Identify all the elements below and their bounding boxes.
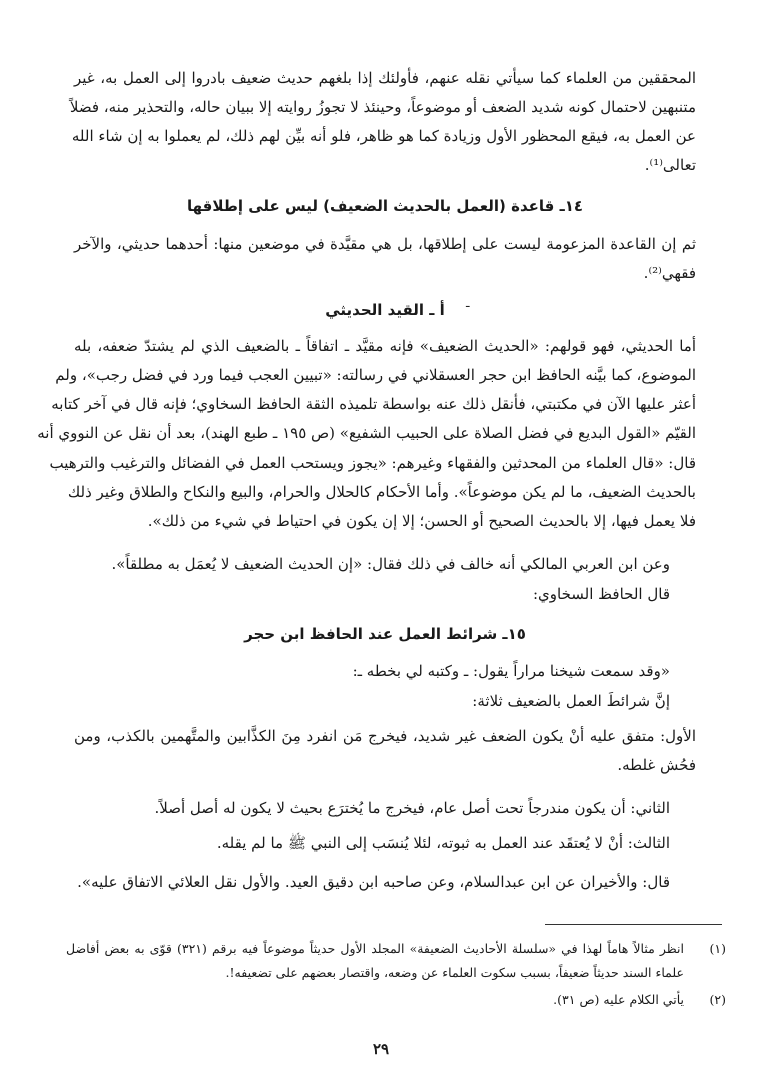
stray-mark: ـ xyxy=(466,296,470,310)
body-line: بالحديث الضعيف، ما لم يكن موضوعاً». وأما الأحكام كالحلال والحرام، والبيع والنكاح والطلاق وغير ذلك xyxy=(67,483,696,501)
body-line: قال الحافظ السخاوي: xyxy=(533,585,670,603)
condition-line: الثاني: أن يكون مندرجاً تحت أصل عام، فيخرج ما يُخترَع بحيث لا يكون له أصل أصلاً. xyxy=(154,799,670,817)
body-line: متنبهين لاحتمال كونه شديد الضعف أو موضوعاً، وحينئذ لا تجوزُ روايته إلا ببيان حاله، والتحذير منه، فضلاً xyxy=(69,98,696,116)
footnote-separator xyxy=(545,924,722,925)
footnote-number: (١) xyxy=(709,941,726,956)
body-line: قال: «قال العلماء من المحدثين والفقهاء وغيرهم: «يجوز ويستحب العمل في الفضائل والترغيب والترهيب xyxy=(49,454,696,472)
body-line: وعن ابن العربي المالكي أنه خالف في ذلك فقال: «إن الحديث الضعيف لا يُعمَل به مطلقاً». xyxy=(111,555,670,573)
body-line: عن العمل به، فيقع المحظور الأول وزيادة كما هو ظاهر، فلو أنه بيِّن لهم ذلك، لم يعملوا به إن شاء الله xyxy=(71,127,696,145)
quote-line: إنَّ شرائطَ العمل بالضعيف ثلاثة: xyxy=(472,692,670,710)
body-line: المحققين من العلماء كما سيأتي نقله عنهم، فأولئك إذا بلغهم حديث ضعيف بادروا إلى العمل به، غير xyxy=(74,69,696,87)
condition-line: الأول: متفق عليه أنْ يكون الضعف غير شديد، فيخرج مَن انفرد مِنَ الكذَّابين والمتَّهمين بالكذب، ومن xyxy=(74,727,696,745)
body-line: تعالى⁽¹⁾. xyxy=(644,156,696,174)
body-line: فلا يعمل فيها، إلا بالحديث الصحيح أو الحسن؛ إلا إن يكون في احتياط في شيء من ذلك». xyxy=(147,512,696,530)
footnote-line: علماء السند حديثاً ضعيفاً، بسبب سكوت العلماء عن وضعه، واقتصار بعضهم على تضعيفه!. xyxy=(225,965,684,980)
footnote-line: انظر مثالاً هاماً لهذا في «سلسلة الأحاديث الضعيفة» المجلد الأول حديثاً موضوعاً فيه برقم (٣٢١) قوّى به بعض أفاضل xyxy=(66,941,685,956)
footnote-line: يأتي الكلام عليه (ص ٣١). xyxy=(553,992,684,1007)
body-line: القيّم «القول البديع في فضل الصلاة على الحبيب الشفيع» (ص ١٩٥ ـ طبع الهند)، بعد أن نقل عن النووي أنه xyxy=(37,424,696,442)
body-line: فقهي⁽²⁾. xyxy=(643,264,696,282)
footnote-number: (٢) xyxy=(709,992,726,1007)
condition-line: فحُش غلطه. xyxy=(617,756,696,774)
condition-line: الثالث: أنْ لا يُعتقَد عند العمل به ثبوته، لئلا يُنسَب إلى النبي ﷺ ما لم يقله. xyxy=(216,834,670,852)
body-line: أما الحديثي، فهو قولهم: «الحديث الضعيف» فإنه مقيَّد ـ اتفاقاً ـ بالضعيف الذي لم يشتدّ ضعفه، بله xyxy=(74,337,696,355)
section-heading-15: ١٥ـ شرائط العمل عند الحافظ ابن حجر xyxy=(244,625,526,643)
page-number: ٢٩ xyxy=(372,1040,390,1058)
quote-line: «وقد سمعت شيخنا مراراً يقول: ـ وكتبه لي بخطه ـ: xyxy=(352,662,670,680)
subsection-heading: أ ـ القيد الحديثي xyxy=(325,301,445,319)
section-heading-14: ١٤ـ قاعدة (العمل بالحديث الضعيف) ليس على إطلاقها xyxy=(186,197,584,215)
body-line: أعثر عليها الآن في مكتبتي، فأنقل ذلك عنه بواسطة تلميذه الثقة الحافظ السخاوي؛ فإنه قال في آخر كتابه xyxy=(51,395,696,413)
body-line: ثم إن القاعدة المزعومة ليست على إطلاقها، بل هي مقيَّدة في موضعين منها: أحدهما حديثي، والآخر xyxy=(74,235,696,253)
condition-line: قال: والأخيران عن ابن عبدالسلام، وعن صاحبه ابن دقيق العيد. والأول نقل العلائي الاتفاق عليه». xyxy=(77,873,670,891)
body-line: الموضوع، كما بيَّنه الحافظ ابن حجر العسقلاني في رسالته: «تبيين العجب فيما ورد في فضل رجب»، ولم xyxy=(55,366,696,384)
